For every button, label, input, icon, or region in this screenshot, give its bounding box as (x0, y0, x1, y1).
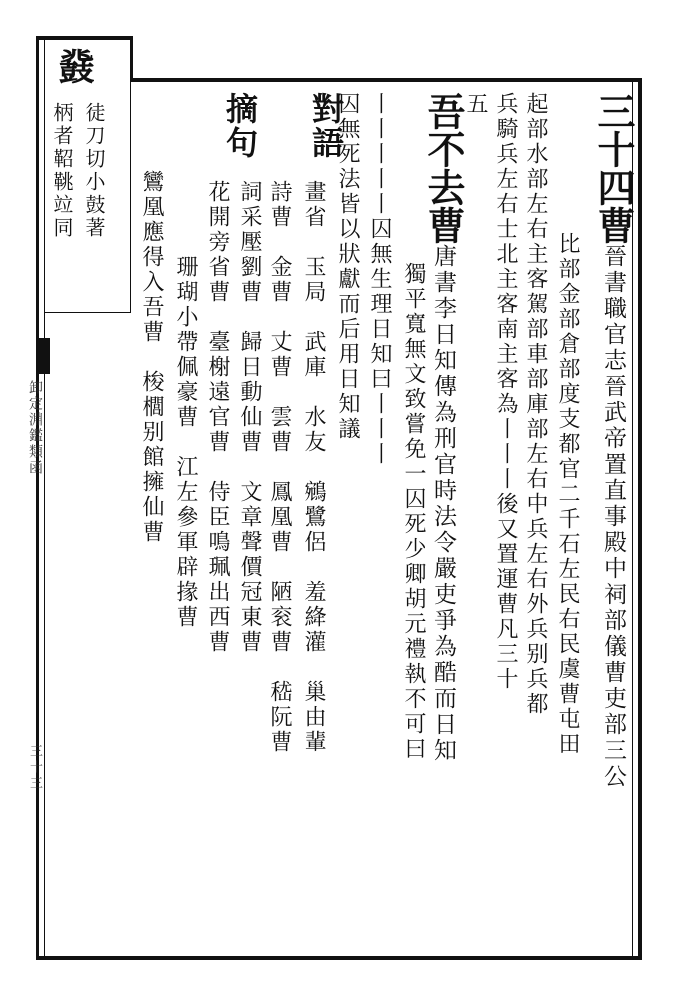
zhaiju-column-1: 詞采壓劉曹 歸日動仙曹 文章聲價冠東曹 (237, 180, 262, 655)
frame-top-step-rule (130, 36, 133, 82)
left-block-title: 鼗 (53, 48, 95, 84)
column-1-text: 晉書職官志晉武帝置直事殿中祠部儀曹吏部三公 (600, 244, 626, 790)
column-8: 丨丨丨丨丨囚無生理日知曰丨丨丨 (367, 92, 392, 467)
entry-title-wu-bu-qu-cao: 吾不去曹 (421, 92, 466, 244)
column-1 (591, 92, 636, 790)
left-block-column-1: 徒刀切小鼓著 (82, 102, 106, 240)
frame-left-inner-rule (44, 36, 45, 960)
left-block-divider (130, 82, 131, 312)
duiyu-column-1: 畫省 玉局 武庫 水友 鵷鷺侶 羞絳灌 巢由輩 (301, 180, 326, 755)
duiyu-column-2: 詩曹 金曹 丈曹 雲曹 鳳凰曹 陋衮曹 嵇阮曹 (267, 180, 292, 755)
folio-number: 三十三 (27, 744, 42, 792)
column-3: 起部水部左右主客駕部車部庫部左右中兵左右外兵别兵都 (523, 92, 548, 717)
section-title-duiyu: 對語 (307, 92, 345, 160)
zhaiju-column-3: 珊瑚小帶佩豪曹 江左參軍辟掾曹 (173, 255, 198, 630)
column-4: 兵騎兵左右士北主客南主客為丨丨丨後又置運曹凡三十 (493, 92, 518, 692)
entry-title-san-shi-si-cao: 三十四曹 (591, 92, 636, 244)
left-block-column-2: 柄者鞀鞉竝同 (50, 102, 74, 240)
column-6-text: 唐書李日知傳為刑官時法令嚴吏爭為酷而日知 (430, 244, 456, 764)
zhaiju-column-4: 鸞凰應得入吾曹 梭櫚别館擁仙曹 (139, 170, 164, 545)
frame-right-rule (638, 78, 642, 960)
frame-bottom-rule (36, 956, 642, 960)
column-5: 五 (463, 92, 488, 117)
edge-label: 卸定淵鑑類函 (27, 380, 43, 476)
section-title-zhaiju: 摘句 (221, 92, 259, 160)
column-2: 比部金部倉部度支都官二千石左民右民虞曹屯田 (555, 232, 580, 757)
column-7: 獨平寬無文致嘗免一囚死少卿胡元禮執不可曰 (401, 262, 426, 762)
frame-top-right-rule (130, 78, 642, 82)
edge-tab-mark (36, 338, 50, 374)
left-block-bottom (44, 312, 131, 313)
frame-left-rule (36, 36, 39, 960)
column-6 (421, 92, 466, 764)
column-9: 囚無死法皆以狀獻而后用日知議 (335, 92, 360, 442)
zhaiju-column-2: 花開旁省曹 臺榭遠官曹 侍臣鳴珮出西曹 (205, 180, 230, 655)
frame-top-rule (36, 36, 130, 40)
